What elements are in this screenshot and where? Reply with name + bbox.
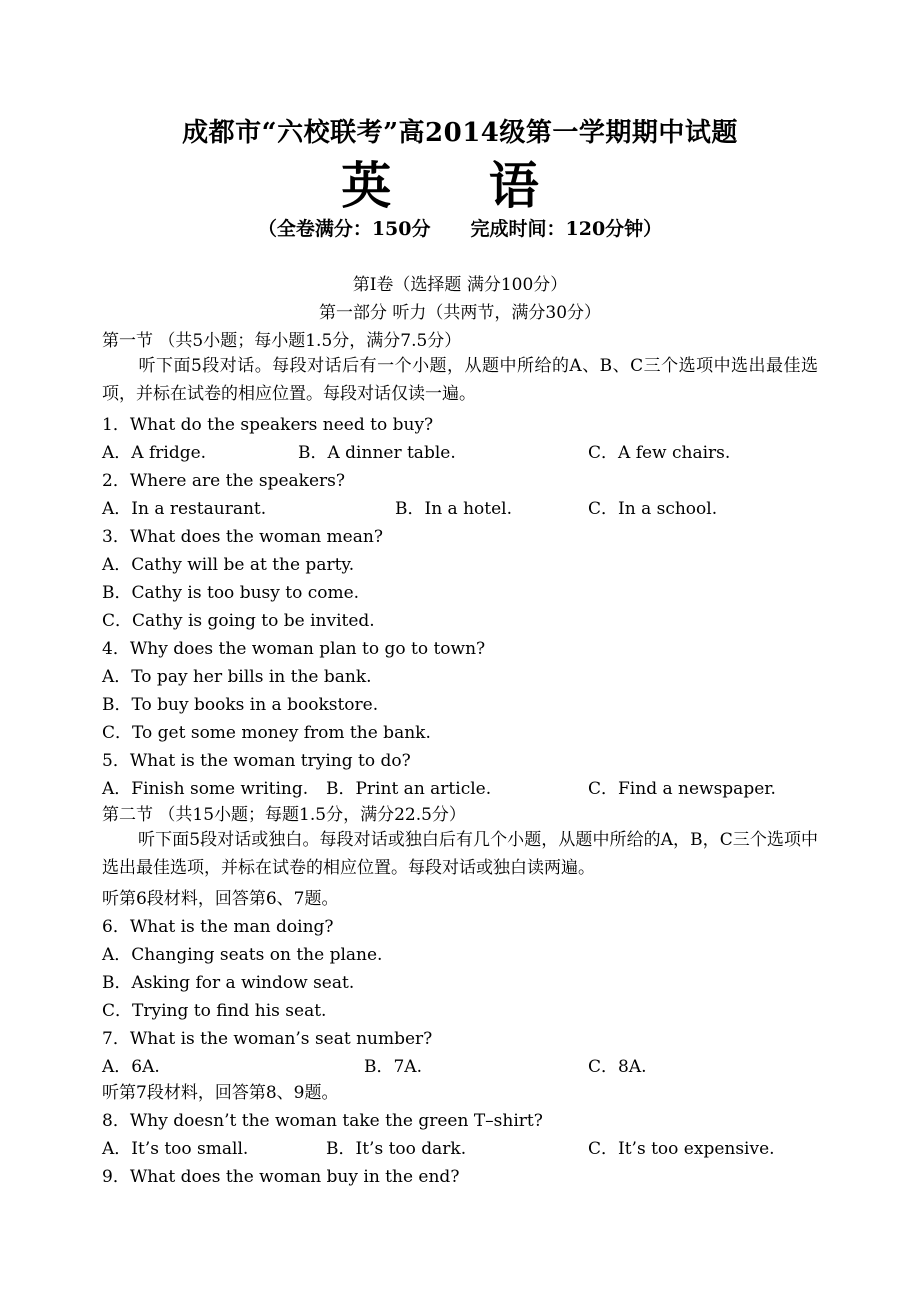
option-a: A．In a restaurant.	[102, 499, 267, 519]
option-b: B．Cathy is too busy to come.	[102, 583, 360, 603]
material-7-heading: 听第7段材料，回答第8、9题。	[102, 1083, 339, 1103]
question-2: 2．Where are the speakers?	[102, 471, 345, 491]
option-b: B．In a hotel.	[395, 499, 513, 519]
section-heading: 第一部分 听力（共两节，满分30分）	[318, 303, 602, 323]
options-8	[102, 1134, 818, 1158]
question-1: 1．What do the speakers need to buy?	[102, 415, 434, 435]
option-c: C．To get some money from the bank.	[102, 723, 431, 743]
question-4: 4．Why does the woman plan to go to town?	[102, 639, 486, 659]
subject-title: 英 语	[341, 156, 579, 215]
section2-instruction	[102, 826, 818, 882]
option-a: A．Finish some writing.	[102, 779, 309, 799]
material-6-heading: 听第6段材料，回答第6、7题。	[102, 889, 339, 909]
option-c: C．A few chairs.	[588, 443, 731, 463]
options-2	[102, 494, 818, 518]
option-c: C．In a school.	[588, 499, 718, 519]
part-heading: 第Ⅰ卷（选择题 满分100分）	[352, 275, 568, 295]
option-b: B．To buy books in a bookstore.	[102, 695, 379, 715]
options-5	[102, 774, 818, 798]
question-7: 7．What is the woman’s seat number?	[102, 1029, 433, 1049]
option-c: C．8A.	[588, 1057, 647, 1077]
question-5: 5．What is the woman trying to do?	[102, 751, 411, 771]
option-c: C．Cathy is going to be invited.	[102, 611, 375, 631]
option-c: C．Find a newspaper.	[588, 779, 776, 799]
option-b: B．A dinner table.	[298, 443, 456, 463]
option-a: A．It’s too small.	[102, 1139, 249, 1159]
option-c: C．It’s too expensive.	[588, 1139, 775, 1159]
section2-heading: 第二节 （共15小题；每题1.5分，满分22.5分）	[102, 805, 466, 825]
option-b: B．Asking for a window seat.	[102, 973, 355, 993]
option-b: B．It’s too dark.	[326, 1139, 467, 1159]
time-limit: 完成时间：120分钟）	[470, 218, 663, 240]
option-a: A．Changing seats on the plane.	[102, 945, 383, 965]
exam-title: 成都市“六校联考”高2014级第一学期期中试题	[182, 118, 738, 148]
option-b: B．7A.	[364, 1057, 422, 1077]
section1-instruction-text: 听下面5段对话。每段对话后有一个小题，从题中所给的A、B、C三个选项中选出最佳选项，并标在试卷的相应位置。每段对话仅读一遍。	[102, 356, 818, 404]
question-3: 3．What does the woman mean?	[102, 527, 383, 547]
question-9: 9．What does the woman buy in the end?	[102, 1167, 460, 1187]
section1-heading: 第一节 （共5小题；每小题1.5分，满分7.5分）	[102, 331, 462, 351]
section2-instruction-text: 听下面5段对话或独白。每段对话或独白后有几个小题，从题中所给的A，B，C三个选项中选出最佳选项，并标在试卷的相应位置。每段对话或独白读两遍。	[102, 830, 818, 878]
options-1	[102, 438, 818, 462]
option-a: A．To pay her bills in the bank.	[102, 667, 372, 687]
option-a: A．Cathy will be at the party.	[102, 555, 355, 575]
option-b: B．Print an article.	[326, 779, 492, 799]
question-6: 6．What is the man doing?	[102, 917, 334, 937]
option-c: C．Trying to find his seat.	[102, 1001, 327, 1021]
option-a: A．6A.	[102, 1057, 160, 1077]
question-8: 8．Why doesn’t the woman take the green T–shirt?	[102, 1111, 543, 1131]
options-7	[102, 1052, 818, 1076]
option-a: A．A fridge.	[102, 443, 207, 463]
section1-instruction	[102, 352, 818, 408]
exam-meta	[0, 214, 920, 241]
full-score: （全卷满分：150分	[257, 218, 431, 240]
